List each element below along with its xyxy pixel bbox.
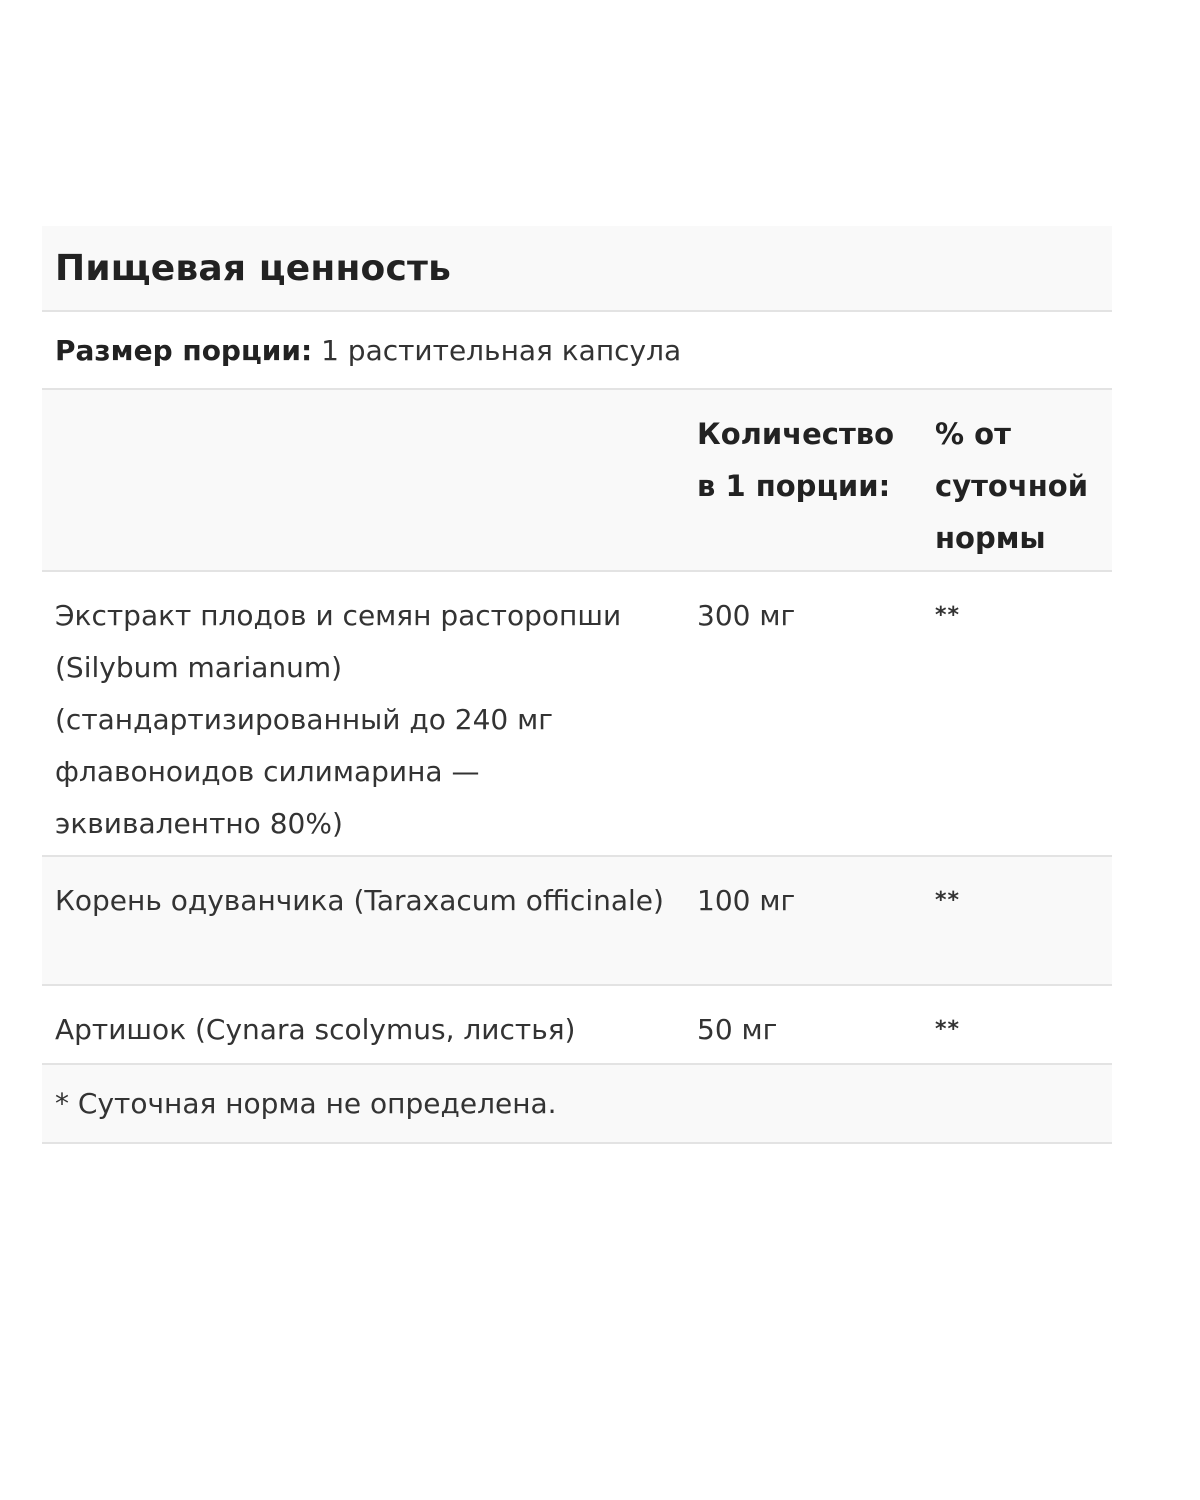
ingredient-daily-value: ** xyxy=(935,1017,961,1042)
header-daily-value: % от суточной нормы xyxy=(935,417,1089,555)
ingredient-amount: 50 мг xyxy=(697,1013,778,1046)
ingredient-name: Экстракт плодов и семян расторопши (Silybum marianum) (стандартизированный до 240 мг флавоноидов силимарина — эквивалентно 80%) xyxy=(55,599,622,840)
serving-size-row xyxy=(42,312,1112,390)
ingredient-daily-value: ** xyxy=(935,603,961,628)
panel-title: Пищевая ценность xyxy=(55,247,452,289)
title-row xyxy=(42,226,1112,312)
ingredient-amount: 300 мг xyxy=(697,599,796,632)
table-header-row xyxy=(42,390,1112,572)
table-row xyxy=(42,857,1112,986)
serving-size-label: Размер порции: xyxy=(55,333,313,367)
serving-size-value: 1 растительная капсула xyxy=(321,333,682,367)
ingredient-name: Корень одуванчика (Taraxacum officinale) xyxy=(55,884,664,917)
supplement-facts-panel xyxy=(42,226,1112,1144)
header-empty-cell xyxy=(42,408,683,570)
ingredient-name: Артишок (Cynara scolymus, листья) xyxy=(55,1013,576,1046)
ingredient-amount: 100 мг xyxy=(697,884,796,917)
table-row xyxy=(42,572,1112,857)
ingredient-daily-value: ** xyxy=(935,888,961,913)
footnote-text: * Суточная норма не определена. xyxy=(55,1087,557,1120)
header-amount: Количество в 1 порции: xyxy=(697,417,895,503)
footnote-row xyxy=(42,1065,1112,1144)
table-row xyxy=(42,986,1112,1065)
